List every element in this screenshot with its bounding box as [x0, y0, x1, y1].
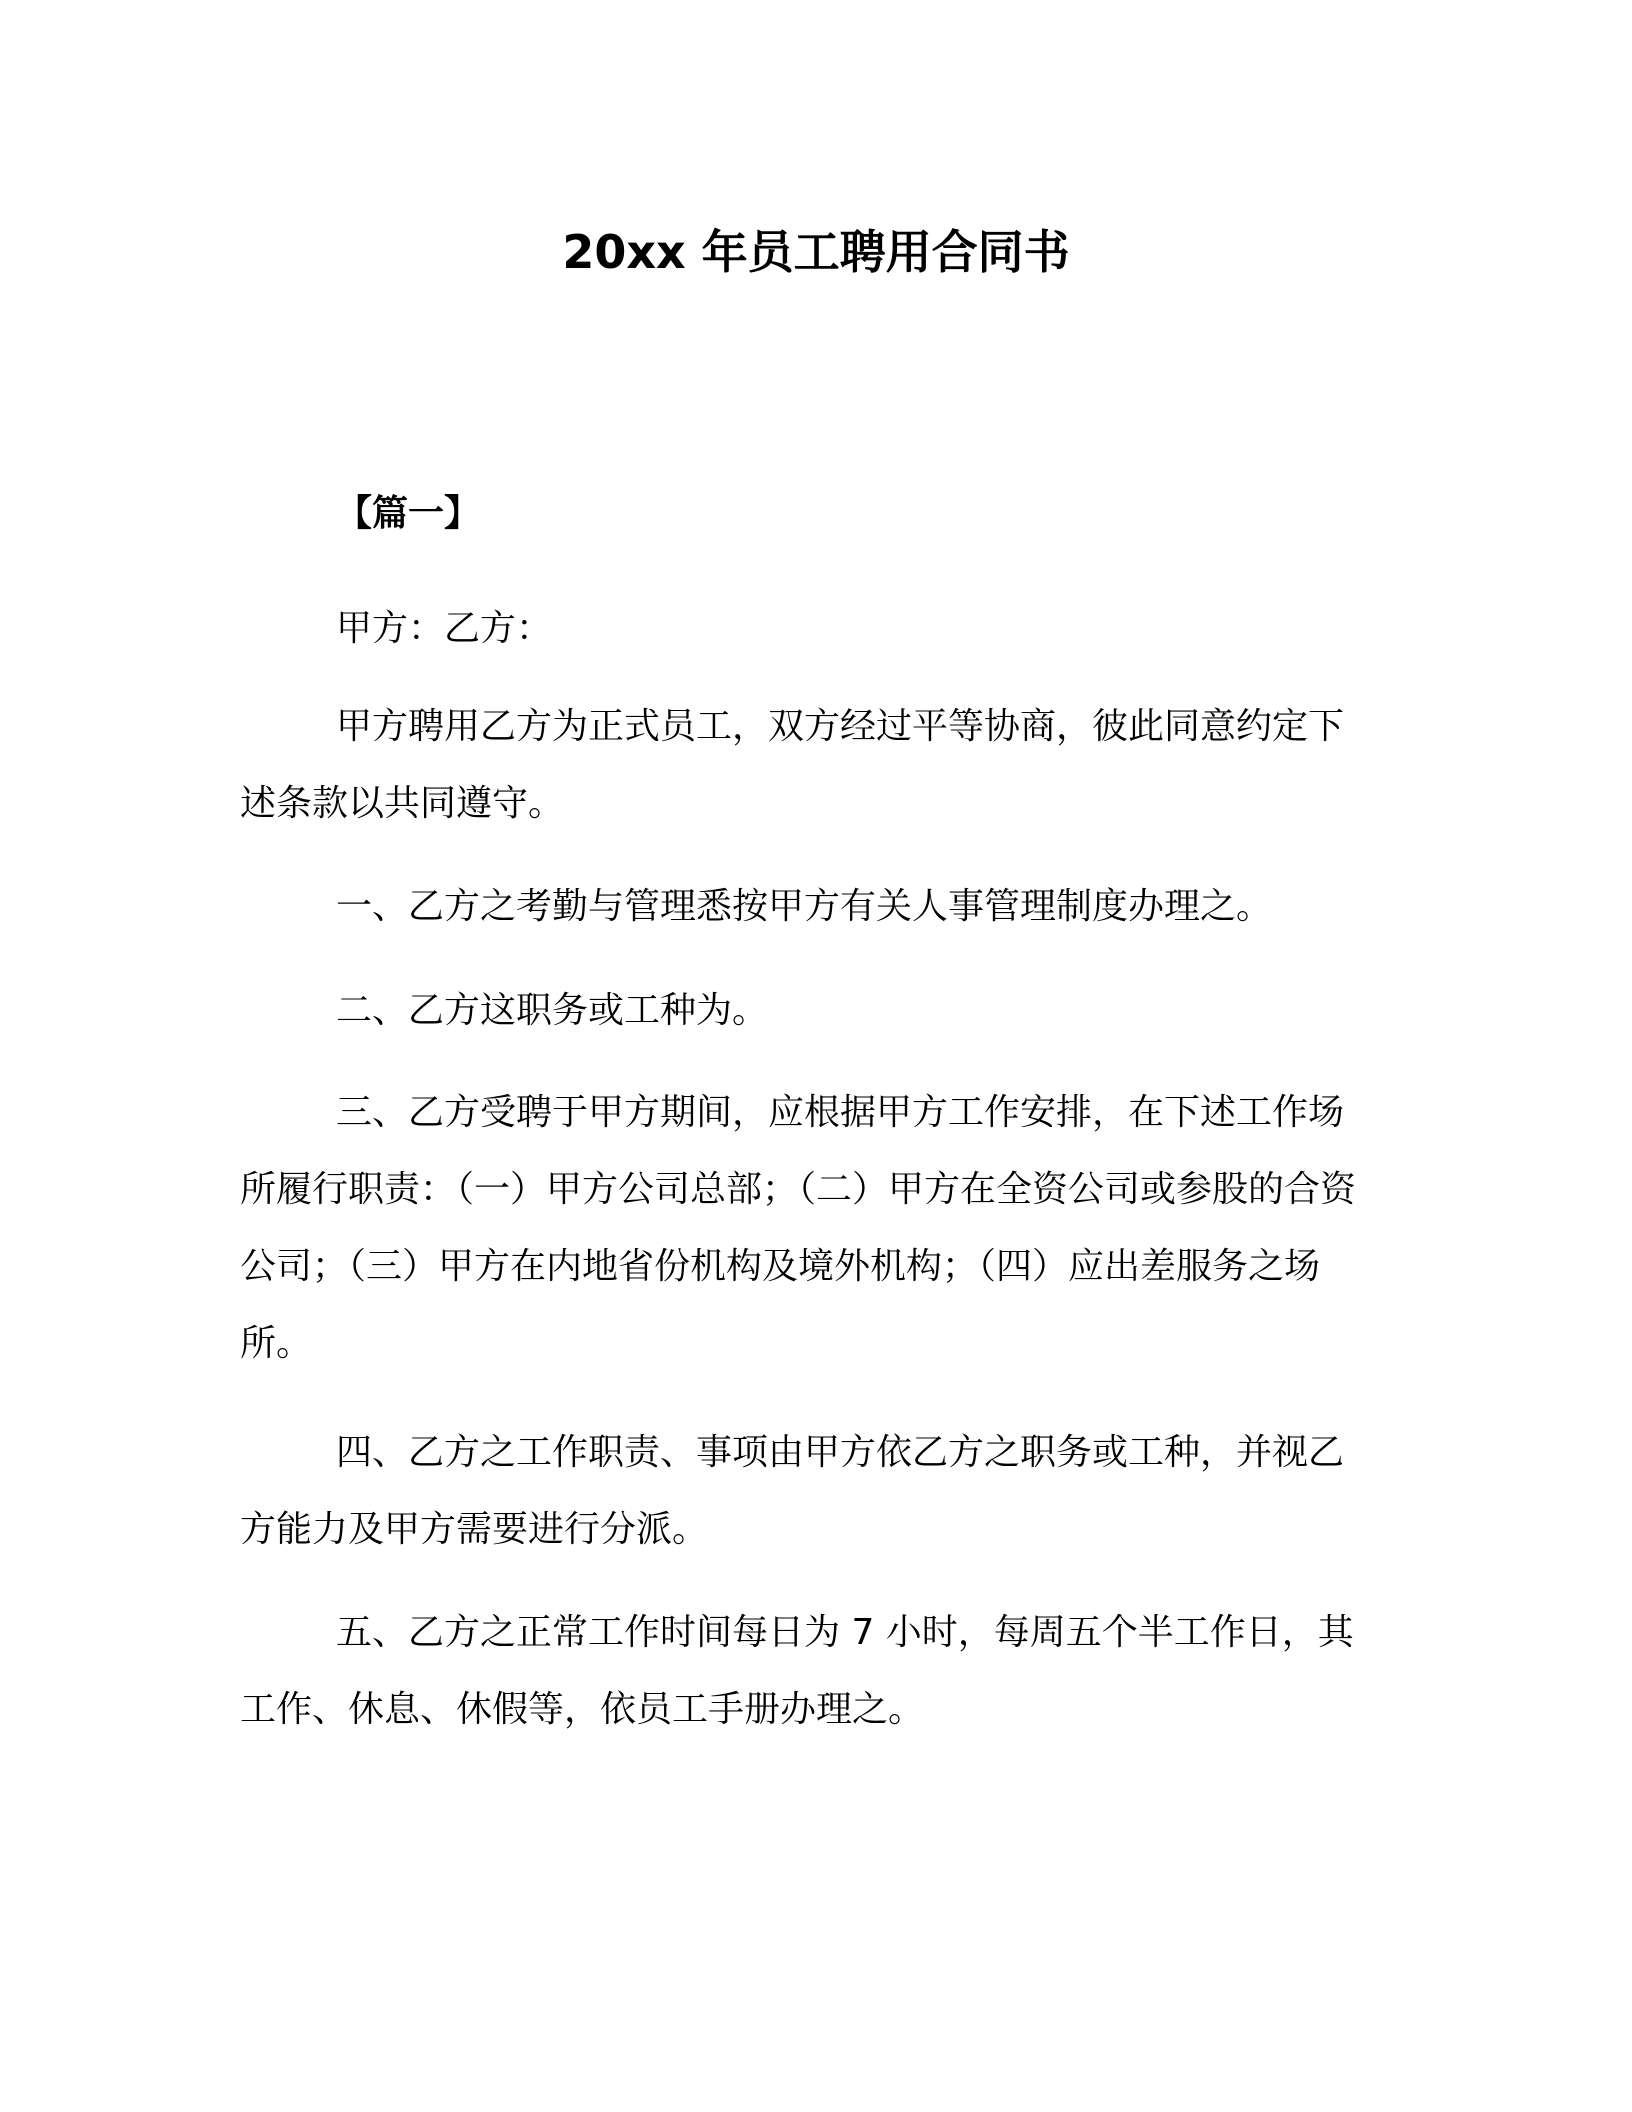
section-heading: 【篇一】: [336, 493, 481, 534]
paragraph-clause-3: 三、乙方受聘于甲方期间，应根据甲方工作安排，在下述工作场所履行职责：（一）甲方公司总部；（二）甲方在全资公司或参股的合资公司；（三）甲方在内地省份机构及境外机构；（四）应出差服务之场所。: [240, 1092, 1357, 1364]
paragraph-clause-4: 四、乙方之工作职责、事项由甲方依乙方之职务或工种，并视乙方能力及甲方需要进行分派。: [240, 1432, 1345, 1550]
document-title: 20xx 年员工聘用合同书: [562, 225, 1070, 279]
paragraph-clause-5: 五、乙方之正常工作时间每日为 7 小时，每周五个半工作日，其工作、休息、休假等，依员工手册办理之。: [240, 1612, 1354, 1730]
paragraph-clause-1: 一、乙方之考勤与管理悉按甲方有关人事管理制度办理之。: [336, 886, 1273, 927]
paragraph-clause-2: 二、乙方这职务或工种为。: [336, 990, 769, 1031]
paragraph-intro: 甲方聘用乙方为正式员工，双方经过平等协商，彼此同意约定下述条款以共同遵守。: [240, 706, 1345, 824]
paragraph-parties: 甲方：乙方：: [336, 608, 553, 649]
